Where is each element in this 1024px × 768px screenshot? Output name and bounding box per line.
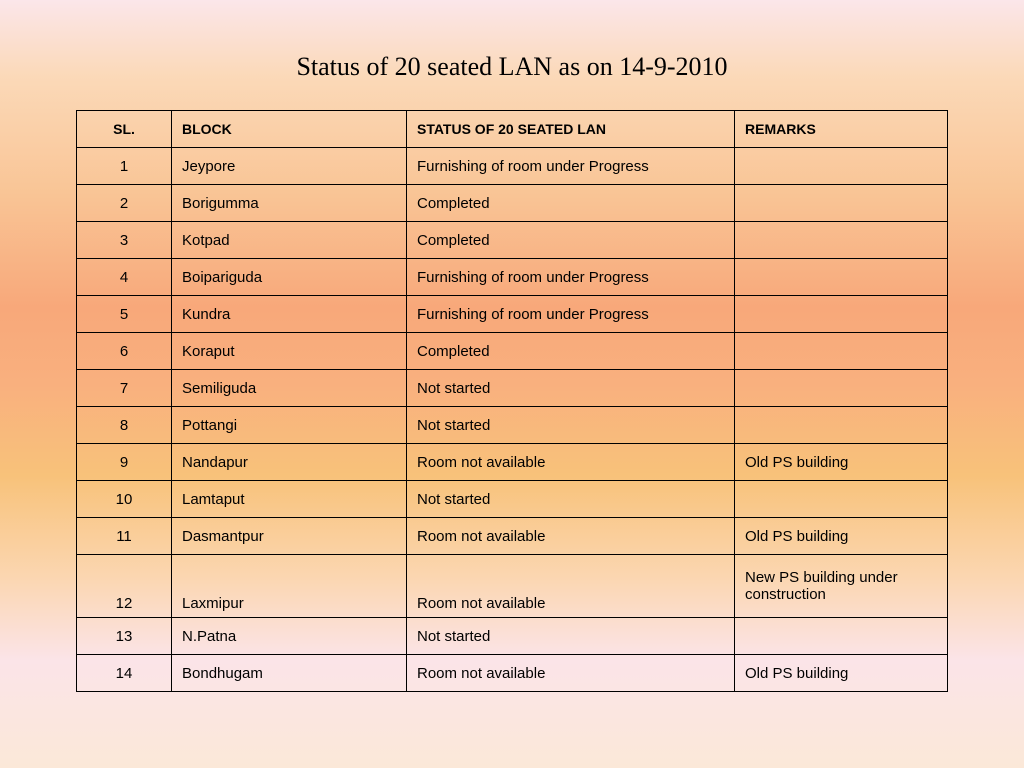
cell-status: Completed [407, 333, 735, 370]
table-header-row [77, 111, 948, 148]
cell-status: Completed [407, 222, 735, 259]
cell-status: Not started [407, 370, 735, 407]
table-row [77, 333, 948, 370]
cell-block: Kotpad [172, 222, 407, 259]
cell-sl: 4 [77, 259, 172, 296]
cell-remarks: Old PS building [735, 444, 948, 481]
cell-sl: 1 [77, 148, 172, 185]
cell-sl: 11 [77, 518, 172, 555]
table-row [77, 618, 948, 655]
cell-block: Kundra [172, 296, 407, 333]
header-status: STATUS OF 20 SEATED LAN [407, 111, 735, 148]
table-row [77, 518, 948, 555]
cell-status: Room not available [407, 555, 735, 618]
table-row [77, 222, 948, 259]
table-row [77, 655, 948, 692]
table-row [77, 370, 948, 407]
cell-sl: 7 [77, 370, 172, 407]
cell-block: Laxmipur [172, 555, 407, 618]
table-row [77, 148, 948, 185]
header-sl: SL. [77, 111, 172, 148]
header-block: BLOCK [172, 111, 407, 148]
cell-sl: 5 [77, 296, 172, 333]
cell-remarks: Old PS building [735, 518, 948, 555]
cell-remarks: New PS building under construction [735, 555, 948, 618]
table-row [77, 185, 948, 222]
cell-remarks [735, 370, 948, 407]
cell-status: Room not available [407, 518, 735, 555]
table-row [77, 296, 948, 333]
cell-sl: 10 [77, 481, 172, 518]
cell-status: Furnishing of room under Progress [407, 259, 735, 296]
cell-sl: 9 [77, 444, 172, 481]
cell-remarks [735, 407, 948, 444]
cell-block: Semiliguda [172, 370, 407, 407]
table-row [77, 481, 948, 518]
cell-block: N.Patna [172, 618, 407, 655]
cell-block: Dasmantpur [172, 518, 407, 555]
cell-sl: 3 [77, 222, 172, 259]
table-row [77, 259, 948, 296]
cell-sl: 14 [77, 655, 172, 692]
cell-status: Not started [407, 481, 735, 518]
table-row [77, 407, 948, 444]
cell-block: Lamtaput [172, 481, 407, 518]
lan-status-table [76, 110, 948, 692]
cell-sl: 12 [77, 555, 172, 618]
cell-status: Furnishing of room under Progress [407, 148, 735, 185]
cell-status: Not started [407, 407, 735, 444]
cell-status: Completed [407, 185, 735, 222]
cell-status: Furnishing of room under Progress [407, 296, 735, 333]
cell-block: Pottangi [172, 407, 407, 444]
cell-remarks [735, 481, 948, 518]
cell-block: Borigumma [172, 185, 407, 222]
cell-sl: 8 [77, 407, 172, 444]
cell-remarks [735, 185, 948, 222]
cell-status: Room not available [407, 444, 735, 481]
cell-remarks: Old PS building [735, 655, 948, 692]
header-remarks: REMARKS [735, 111, 948, 148]
cell-remarks [735, 148, 948, 185]
cell-remarks [735, 296, 948, 333]
cell-remarks [735, 618, 948, 655]
table-row [77, 444, 948, 481]
cell-remarks [735, 222, 948, 259]
cell-sl: 13 [77, 618, 172, 655]
page-title: Status of 20 seated LAN as on 14-9-2010 [296, 52, 728, 81]
cell-block: Jeypore [172, 148, 407, 185]
cell-block: Boipariguda [172, 259, 407, 296]
cell-sl: 2 [77, 185, 172, 222]
cell-remarks [735, 259, 948, 296]
cell-sl: 6 [77, 333, 172, 370]
cell-status: Not started [407, 618, 735, 655]
cell-status: Room not available [407, 655, 735, 692]
cell-remarks [735, 333, 948, 370]
cell-block: Bondhugam [172, 655, 407, 692]
cell-block: Nandapur [172, 444, 407, 481]
cell-block: Koraput [172, 333, 407, 370]
table-row [77, 555, 948, 618]
